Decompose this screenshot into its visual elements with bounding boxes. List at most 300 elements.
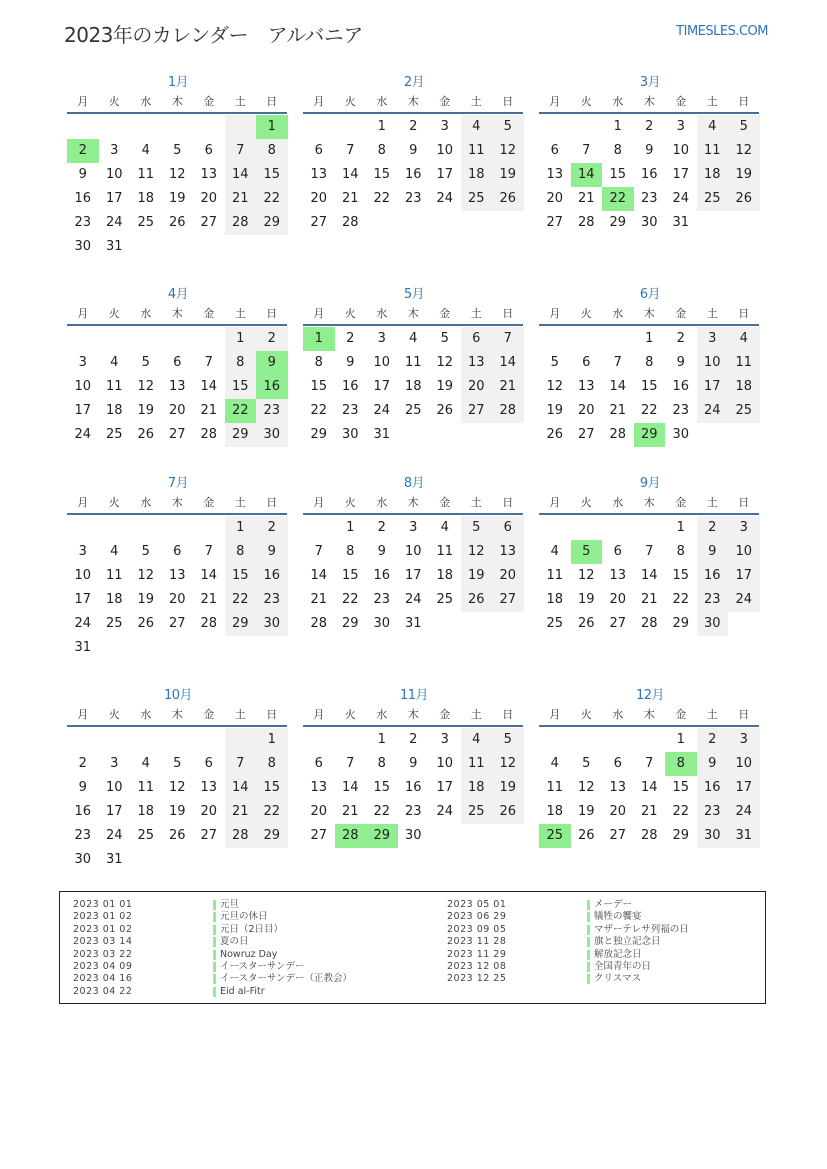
day-cell: 19 xyxy=(137,592,155,607)
day-cell: 17 xyxy=(728,564,760,588)
weekday-label: 月 xyxy=(77,95,89,108)
day-cell: 4 xyxy=(728,327,760,351)
day-cell: 9 xyxy=(409,756,418,771)
day-cell: 21 xyxy=(200,592,218,607)
month-7 xyxy=(67,475,289,660)
weekday-label: 土 xyxy=(234,496,246,509)
day-cell: 10 xyxy=(404,544,422,559)
day-cell: 4 xyxy=(110,355,119,370)
empty-cell xyxy=(539,115,571,139)
day-cell: 14 xyxy=(609,379,627,394)
weekday-label: 水 xyxy=(140,307,152,320)
weekday-label: 月 xyxy=(313,95,325,108)
day-cell: 12 xyxy=(461,540,493,564)
day-cell: 28 xyxy=(225,211,257,235)
holiday-day-cell: 2 xyxy=(67,139,99,163)
day-cell: 24 xyxy=(436,804,454,819)
day-cell: 14 xyxy=(310,568,328,583)
day-cell: 29 xyxy=(609,215,627,230)
day-cell: 4 xyxy=(550,544,559,559)
holiday-name: Eid al-Fitr xyxy=(220,985,265,997)
day-cell: 24 xyxy=(74,427,92,442)
weekday-label: 火 xyxy=(580,708,592,721)
empty-cell xyxy=(162,636,194,660)
weekday-label: 水 xyxy=(376,95,388,108)
day-cell: 4 xyxy=(110,544,119,559)
day-cell: 21 xyxy=(609,403,627,418)
day-cell: 10 xyxy=(436,143,454,158)
day-cell: 26 xyxy=(168,828,186,843)
week-row xyxy=(539,211,761,235)
month-name: 3月 xyxy=(639,75,661,90)
weekday-label: 水 xyxy=(612,708,624,721)
day-cell: 13 xyxy=(461,351,493,375)
month-name: 10月 xyxy=(163,688,193,703)
header-rule xyxy=(539,513,759,515)
week-row xyxy=(67,588,289,612)
empty-cell xyxy=(193,636,225,660)
holiday-list-right xyxy=(447,899,689,986)
day-cell: 2 xyxy=(78,756,87,771)
day-cell: 27 xyxy=(609,828,627,843)
week-row xyxy=(539,540,761,564)
day-cell: 13 xyxy=(546,167,564,182)
day-cell: 20 xyxy=(609,804,627,819)
day-cell: 22 xyxy=(672,804,690,819)
day-cell: 16 xyxy=(404,780,422,795)
weekday-label: 金 xyxy=(203,307,215,320)
empty-cell xyxy=(303,516,335,540)
holiday-day-cell: 16 xyxy=(256,375,288,399)
day-cell: 17 xyxy=(697,375,729,399)
week-row xyxy=(539,612,761,636)
empty-cell xyxy=(193,327,225,351)
holiday-day-cell: 22 xyxy=(602,187,634,211)
holiday-name: 解放記念日 xyxy=(594,948,642,960)
day-cell: 11 xyxy=(105,568,123,583)
empty-cell xyxy=(67,327,99,351)
header-rule xyxy=(303,725,523,727)
empty-cell xyxy=(602,516,634,540)
month-1 xyxy=(67,74,289,259)
month-8 xyxy=(303,475,525,636)
holiday-date: 2023 03 22 xyxy=(73,948,133,960)
day-cell: 28 xyxy=(200,616,218,631)
month-10 xyxy=(67,687,289,872)
day-cell: 13 xyxy=(200,780,218,795)
week-row xyxy=(303,588,525,612)
week-row xyxy=(67,848,289,872)
weekday-header xyxy=(303,92,525,112)
empty-cell xyxy=(697,423,729,447)
day-cell: 25 xyxy=(436,592,454,607)
day-cell: 31 xyxy=(672,215,690,230)
weekday-label: 日 xyxy=(266,708,278,721)
week-row xyxy=(303,824,525,848)
day-cell: 18 xyxy=(546,592,564,607)
holiday-date: 2023 03 14 xyxy=(73,936,133,948)
day-cell: 21 xyxy=(225,800,257,824)
day-cell: 6 xyxy=(613,544,622,559)
day-cell: 8 xyxy=(676,544,685,559)
empty-cell xyxy=(492,211,524,235)
month-name: 5月 xyxy=(403,287,425,302)
empty-cell xyxy=(571,115,603,139)
month-name: 8月 xyxy=(403,476,425,491)
day-cell: 18 xyxy=(137,191,155,206)
holiday-marker xyxy=(587,912,590,922)
day-cell: 10 xyxy=(105,780,123,795)
month-12 xyxy=(539,687,761,848)
day-cell: 5 xyxy=(582,756,591,771)
holiday-list xyxy=(59,891,766,1004)
day-cell: 16 xyxy=(404,167,422,182)
day-cell: 29 xyxy=(225,423,257,447)
empty-cell xyxy=(461,612,493,636)
day-cell: 20 xyxy=(577,403,595,418)
day-cell: 31 xyxy=(728,824,760,848)
holiday-day-cell: 1 xyxy=(303,327,335,351)
empty-cell xyxy=(225,636,257,660)
header-rule xyxy=(67,112,287,114)
day-cell: 26 xyxy=(461,588,493,612)
day-cell: 5 xyxy=(492,728,524,752)
week-row xyxy=(303,399,525,423)
weekday-label: 日 xyxy=(738,708,750,721)
day-cell: 15 xyxy=(310,379,328,394)
holiday-date: 2023 01 02 xyxy=(73,911,133,923)
day-cell: 5 xyxy=(141,355,150,370)
empty-cell xyxy=(193,848,225,872)
day-cell: 18 xyxy=(404,379,422,394)
day-cell: 2 xyxy=(645,119,654,134)
day-cell: 25 xyxy=(461,800,493,824)
day-cell: 20 xyxy=(200,191,218,206)
weekday-label: 月 xyxy=(549,496,561,509)
day-cell: 21 xyxy=(225,187,257,211)
day-cell: 1 xyxy=(377,119,386,134)
month-name: 4月 xyxy=(167,287,189,302)
day-cell: 5 xyxy=(728,115,760,139)
weekday-header xyxy=(539,304,761,324)
day-cell: 17 xyxy=(373,379,391,394)
day-cell: 1 xyxy=(225,516,257,540)
header-rule xyxy=(67,513,287,515)
day-cell: 10 xyxy=(436,756,454,771)
day-cell: 7 xyxy=(346,143,355,158)
holiday-marker xyxy=(213,962,216,972)
weekday-label: 火 xyxy=(108,708,120,721)
day-cell: 8 xyxy=(377,143,386,158)
weekday-label: 金 xyxy=(675,496,687,509)
day-cell: 3 xyxy=(697,327,729,351)
day-cell: 31 xyxy=(404,616,422,631)
weekday-label: 金 xyxy=(675,708,687,721)
day-cell: 18 xyxy=(105,403,123,418)
day-cell: 3 xyxy=(78,544,87,559)
holiday-date: 2023 05 01 xyxy=(447,899,507,910)
day-cell: 18 xyxy=(697,163,729,187)
day-cell: 5 xyxy=(141,544,150,559)
day-cell: 17 xyxy=(436,167,454,182)
day-cell: 13 xyxy=(577,379,595,394)
week-row xyxy=(539,800,761,824)
weekday-header xyxy=(67,705,289,725)
week-row xyxy=(539,776,761,800)
holiday-date: 2023 01 02 xyxy=(73,923,133,935)
day-cell: 6 xyxy=(613,756,622,771)
weekday-header xyxy=(539,92,761,112)
weekday-label: 土 xyxy=(234,708,246,721)
weekday-label: 水 xyxy=(612,307,624,320)
holiday-entry xyxy=(73,924,352,936)
holiday-entry xyxy=(73,973,352,985)
day-cell: 8 xyxy=(346,544,355,559)
day-cell: 26 xyxy=(137,427,155,442)
day-cell: 11 xyxy=(404,355,422,370)
week-row xyxy=(303,423,525,447)
day-cell: 7 xyxy=(346,756,355,771)
empty-cell xyxy=(130,516,162,540)
day-cell: 10 xyxy=(74,379,92,394)
holiday-marker xyxy=(587,974,590,984)
day-cell: 21 xyxy=(310,592,328,607)
day-cell: 7 xyxy=(204,544,213,559)
day-cell: 15 xyxy=(225,375,257,399)
weekday-label: 月 xyxy=(313,708,325,721)
day-cell: 17 xyxy=(728,776,760,800)
week-row xyxy=(539,824,761,848)
header-rule xyxy=(539,112,759,114)
day-cell: 11 xyxy=(105,379,123,394)
day-cell: 25 xyxy=(461,187,493,211)
day-cell: 14 xyxy=(640,568,658,583)
day-cell: 2 xyxy=(697,728,729,752)
holiday-marker xyxy=(213,912,216,922)
day-cell: 6 xyxy=(173,544,182,559)
day-cell: 29 xyxy=(341,616,359,631)
holiday-day-cell: 5 xyxy=(571,540,603,564)
day-cell: 12 xyxy=(168,780,186,795)
day-cell: 22 xyxy=(256,187,288,211)
day-cell: 2 xyxy=(409,119,418,134)
empty-cell xyxy=(492,612,524,636)
month-9 xyxy=(539,475,761,636)
day-cell: 8 xyxy=(256,139,288,163)
day-cell: 27 xyxy=(609,616,627,631)
holiday-marker xyxy=(213,900,216,910)
day-cell: 2 xyxy=(346,331,355,346)
day-cell: 11 xyxy=(697,139,729,163)
empty-cell xyxy=(193,516,225,540)
holiday-marker xyxy=(213,937,216,947)
weekday-label: 火 xyxy=(344,307,356,320)
day-cell: 10 xyxy=(74,568,92,583)
day-cell: 4 xyxy=(141,756,150,771)
day-cell: 19 xyxy=(577,592,595,607)
week-row xyxy=(67,752,289,776)
day-cell: 3 xyxy=(110,143,119,158)
day-cell: 3 xyxy=(728,516,760,540)
empty-cell xyxy=(99,327,131,351)
day-cell: 17 xyxy=(404,568,422,583)
weekday-label: 土 xyxy=(234,95,246,108)
week-row xyxy=(67,163,289,187)
day-cell: 21 xyxy=(341,804,359,819)
holiday-list-left xyxy=(73,899,352,998)
day-cell: 20 xyxy=(461,375,493,399)
day-cell: 15 xyxy=(341,568,359,583)
weekday-label: 月 xyxy=(77,496,89,509)
weekday-header xyxy=(303,705,525,725)
day-cell: 1 xyxy=(225,327,257,351)
day-cell: 13 xyxy=(492,540,524,564)
day-cell: 15 xyxy=(373,780,391,795)
day-cell: 27 xyxy=(200,828,218,843)
month-name: 7月 xyxy=(167,476,189,491)
weekday-header xyxy=(539,705,761,725)
day-cell: 28 xyxy=(492,399,524,423)
week-row xyxy=(539,516,761,540)
holiday-name: 元旦 xyxy=(220,899,240,910)
week-row xyxy=(539,423,761,447)
site-logo[interactable]: TIMESLES.COM xyxy=(676,24,768,39)
empty-cell xyxy=(492,423,524,447)
day-cell: 20 xyxy=(200,804,218,819)
day-cell: 12 xyxy=(168,167,186,182)
day-cell: 16 xyxy=(74,804,92,819)
day-cell: 3 xyxy=(440,119,449,134)
day-cell: 6 xyxy=(492,516,524,540)
empty-cell xyxy=(697,211,729,235)
day-cell: 27 xyxy=(168,427,186,442)
day-cell: 18 xyxy=(461,776,493,800)
weekday-header xyxy=(67,92,289,112)
weekday-label: 木 xyxy=(407,708,419,721)
month-name: 6月 xyxy=(639,287,661,302)
week-row xyxy=(67,728,289,752)
empty-cell xyxy=(99,728,131,752)
weekday-label: 日 xyxy=(738,95,750,108)
weekday-label: 水 xyxy=(140,708,152,721)
day-cell: 1 xyxy=(256,728,288,752)
weekday-label: 火 xyxy=(580,307,592,320)
empty-cell xyxy=(571,327,603,351)
holiday-marker xyxy=(213,925,216,935)
day-cell: 13 xyxy=(310,780,328,795)
empty-cell xyxy=(571,728,603,752)
day-cell: 27 xyxy=(200,215,218,230)
day-cell: 30 xyxy=(74,852,92,867)
day-cell: 23 xyxy=(341,403,359,418)
weekday-label: 水 xyxy=(140,496,152,509)
day-cell: 10 xyxy=(728,752,760,776)
day-cell: 14 xyxy=(200,568,218,583)
day-cell: 13 xyxy=(200,167,218,182)
empty-cell xyxy=(67,115,99,139)
header-rule xyxy=(67,324,287,326)
week-row xyxy=(539,728,761,752)
week-row xyxy=(539,564,761,588)
day-cell: 1 xyxy=(613,119,622,134)
day-cell: 4 xyxy=(461,115,493,139)
weekday-label: 月 xyxy=(549,708,561,721)
holiday-day-cell: 29 xyxy=(366,824,398,848)
weekday-label: 木 xyxy=(643,708,655,721)
weekday-label: 土 xyxy=(470,95,482,108)
holiday-entry xyxy=(73,936,352,948)
day-cell: 26 xyxy=(728,187,760,211)
holiday-entry xyxy=(447,899,689,911)
day-cell: 1 xyxy=(377,732,386,747)
week-row xyxy=(539,163,761,187)
holiday-entry xyxy=(73,949,352,961)
day-cell: 10 xyxy=(672,143,690,158)
day-cell: 9 xyxy=(697,540,729,564)
day-cell: 17 xyxy=(672,167,690,182)
day-cell: 12 xyxy=(436,355,454,370)
weekday-label: 月 xyxy=(313,307,325,320)
day-cell: 30 xyxy=(697,612,729,636)
day-cell: 10 xyxy=(697,351,729,375)
day-cell: 5 xyxy=(492,115,524,139)
weekday-label: 金 xyxy=(439,95,451,108)
holiday-day-cell: 8 xyxy=(665,752,697,776)
day-cell: 14 xyxy=(341,167,359,182)
empty-cell xyxy=(429,423,461,447)
week-row xyxy=(67,516,289,540)
day-cell: 20 xyxy=(168,592,186,607)
day-cell: 29 xyxy=(225,612,257,636)
holiday-date: 2023 09 05 xyxy=(447,923,507,935)
day-cell: 15 xyxy=(225,564,257,588)
day-cell: 14 xyxy=(492,351,524,375)
day-cell: 7 xyxy=(613,355,622,370)
day-cell: 2 xyxy=(256,516,288,540)
day-cell: 5 xyxy=(461,516,493,540)
day-cell: 24 xyxy=(74,616,92,631)
weekday-label: 水 xyxy=(376,307,388,320)
weekday-label: 土 xyxy=(706,708,718,721)
week-row xyxy=(303,516,525,540)
empty-cell xyxy=(398,211,430,235)
day-cell: 23 xyxy=(404,191,422,206)
weekday-label: 日 xyxy=(266,95,278,108)
day-cell: 1 xyxy=(676,732,685,747)
holiday-name: イースターサンデー（正教会） xyxy=(220,973,353,985)
day-cell: 22 xyxy=(373,804,391,819)
week-row xyxy=(67,375,289,399)
day-cell: 1 xyxy=(645,331,654,346)
weekday-label: 木 xyxy=(643,307,655,320)
weekday-label: 火 xyxy=(108,95,120,108)
empty-cell xyxy=(130,327,162,351)
day-cell: 26 xyxy=(492,187,524,211)
empty-cell xyxy=(67,728,99,752)
week-row xyxy=(539,399,761,423)
empty-cell xyxy=(193,115,225,139)
weekday-label: 金 xyxy=(439,307,451,320)
day-cell: 21 xyxy=(492,375,524,399)
day-cell: 28 xyxy=(609,427,627,442)
empty-cell xyxy=(67,516,99,540)
day-cell: 3 xyxy=(440,732,449,747)
day-cell: 29 xyxy=(672,616,690,631)
month-name: 1月 xyxy=(167,75,189,90)
day-cell: 11 xyxy=(461,752,493,776)
day-cell: 30 xyxy=(341,427,359,442)
day-cell: 26 xyxy=(168,215,186,230)
